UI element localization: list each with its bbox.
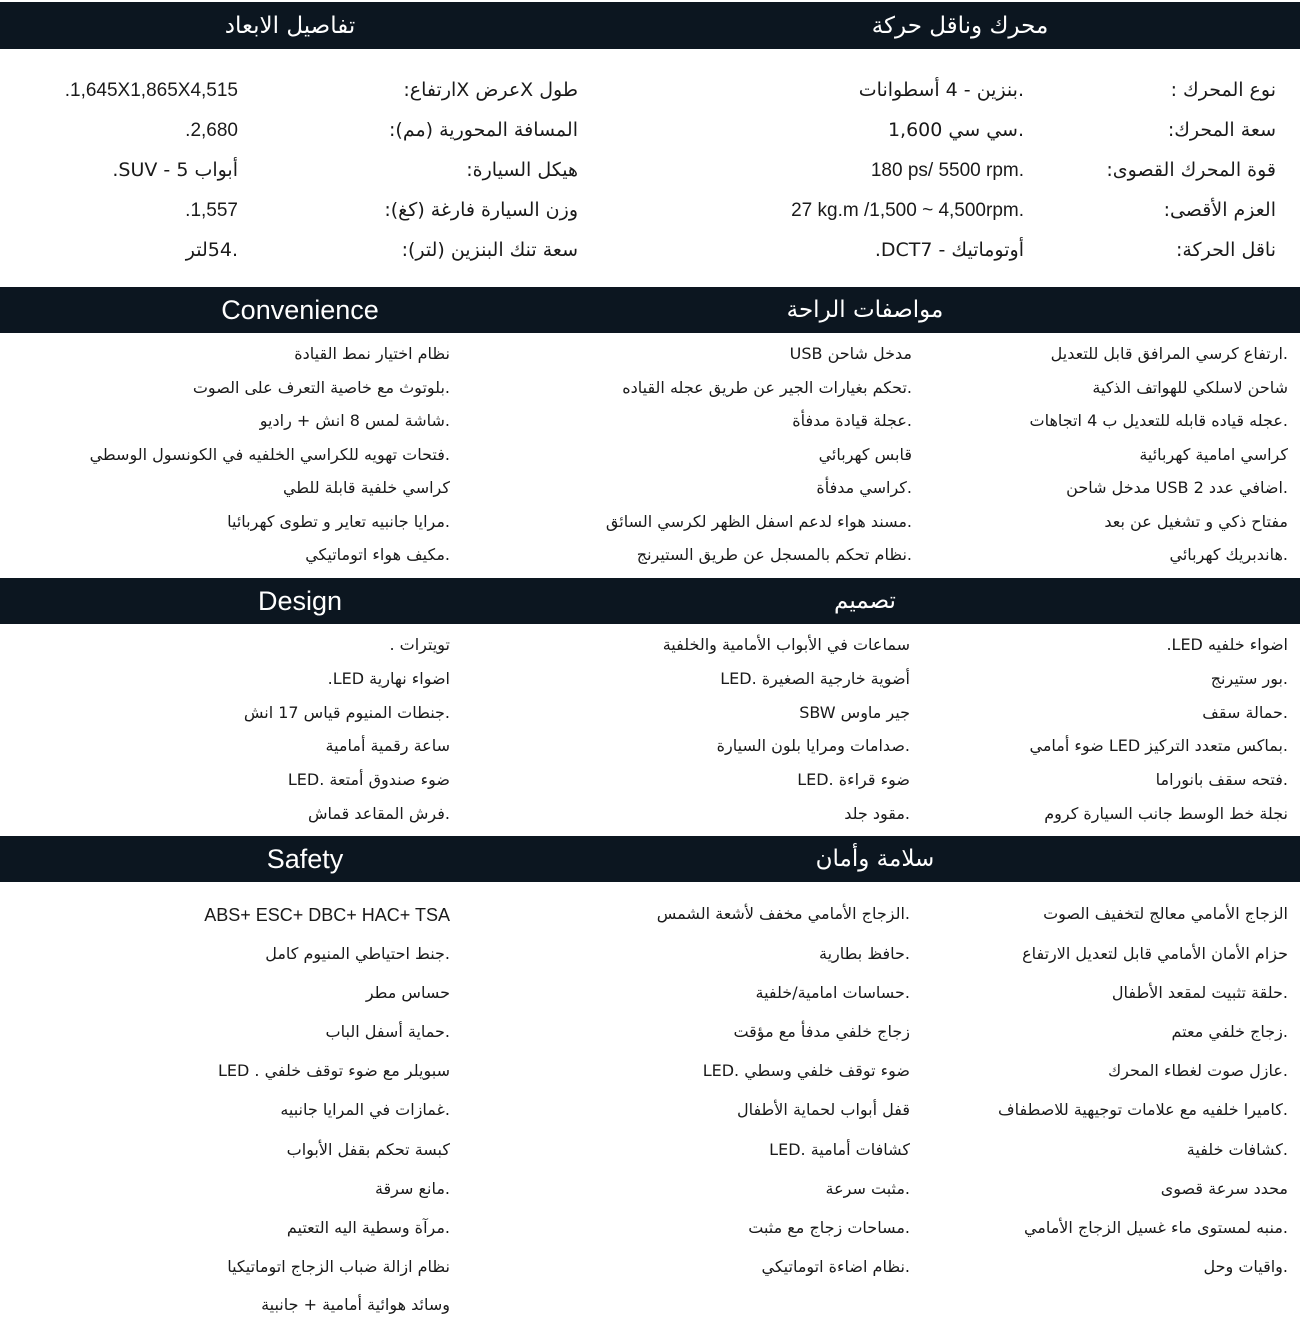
convenience-feature: قابس كهربائي bbox=[818, 445, 912, 464]
dimension-label: هيكل السيارة: bbox=[466, 159, 578, 181]
convenience-feature: .عجلة قيادة مدفأة bbox=[792, 411, 912, 430]
convenience-feature: كراسي خلفية قابلة للطي bbox=[282, 478, 450, 497]
dimension-label: سعة تنك البنزين (لتر): bbox=[401, 239, 578, 261]
design-feature: .جنطات المنيوم قياس 17 انش bbox=[243, 703, 450, 722]
convenience-feature: .هاندبريك كهربائي bbox=[1169, 545, 1288, 564]
engine-spec-label: سعة المحرك: bbox=[1167, 119, 1276, 141]
design-feature: سماعات في الأبواب الأمامية والخلفية bbox=[662, 635, 910, 654]
safety-feature: .واقيات وحل bbox=[1203, 1257, 1288, 1276]
design-feature: اضواء خلفيه LED. bbox=[1166, 635, 1288, 654]
dimension-value: .2,680 bbox=[185, 120, 238, 141]
safety-feature: .حساسات امامية/خلفية bbox=[755, 983, 910, 1002]
header-bar-safety bbox=[0, 836, 1300, 882]
safety-feature: زجاج خلفي مدفأ مع مؤقت bbox=[733, 1022, 910, 1041]
safety-feature: كبسة تحكم بقفل الأبواب bbox=[286, 1140, 450, 1159]
convenience-feature: نظام اختيار نمط القيادة bbox=[294, 344, 450, 363]
safety-feature: الزجاج الأمامي معالج لتخفيف الصوت bbox=[1043, 904, 1288, 923]
design-feature: .فتحه سقف بانوراما bbox=[1155, 770, 1288, 789]
dimension-value: .54لتر bbox=[185, 239, 238, 261]
convenience-feature: .ارتفاع كرسي المرافق قابل للتعديل bbox=[1050, 344, 1288, 363]
design-feature: تويترات . bbox=[389, 635, 450, 654]
dimension-value: .1,557 bbox=[185, 200, 238, 221]
section-title-convenience-en: Convenience bbox=[221, 294, 379, 325]
convenience-feature: .عجله قياده قابله للتعديل ب 4 اتجاهات bbox=[1029, 411, 1288, 430]
safety-feature: .نظام اضاءة اتوماتيكي bbox=[761, 1257, 910, 1276]
safety-feature: .كاميرا خلفيه مع علامات توجيهية للاصطفاف bbox=[998, 1100, 1288, 1119]
convenience-feature: كراسي امامية كهربائية bbox=[1139, 445, 1288, 464]
engine-spec-value: .بنزين - 4 أسطوانات bbox=[858, 79, 1024, 101]
safety-feature: نظام ازالة ضباب الزجاج اتوماتيكيا bbox=[227, 1257, 450, 1276]
convenience-feature: .مرايا جانبيه تعاير و تطوى كهربائيا bbox=[227, 512, 450, 531]
design-feature: .بماكس متعدد التركيز LED ضوء أمامي bbox=[1029, 736, 1288, 755]
safety-feature: قفل أبواب لحماية الأطفال bbox=[736, 1100, 910, 1119]
design-feature: ساعة رقمية أمامية bbox=[325, 736, 450, 755]
convenience-feature: .شاشة لمس 8 انش + راديو bbox=[259, 411, 450, 430]
section-title-dimensions: تفاصيل الابعاد bbox=[224, 12, 356, 39]
section-title-convenience-ar: مواصفات الراحة bbox=[786, 297, 944, 323]
section-title-safety-ar: سلامة وأمان bbox=[815, 846, 935, 872]
convenience-feature: .تحكم بغيارات الجير عن طريق عجله القياده bbox=[622, 378, 912, 397]
safety-feature: .زجاج خلفي معتم bbox=[1171, 1022, 1288, 1041]
engine-spec-label: العزم الأقصى: bbox=[1163, 199, 1276, 221]
engine-spec-value: .سي سي 1,600 bbox=[887, 119, 1024, 141]
design-feature: LED. ضوء صندوق أمتعة bbox=[287, 770, 450, 789]
safety-feature: LED. ضوء توقف خلفي وسطي bbox=[702, 1061, 910, 1080]
safety-feature: وسائد هوائية أمامية + جانبية bbox=[261, 1295, 450, 1314]
header-bar-design bbox=[0, 578, 1300, 624]
safety-feature: LED. كشافات أمامية bbox=[769, 1140, 910, 1159]
engine-spec-value: 27 kg.m /1,500 ~ 4,500rpm. bbox=[791, 200, 1024, 221]
safety-feature: .حماية أسفل الباب bbox=[325, 1022, 450, 1041]
safety-feature: .كشافات خلفية bbox=[1186, 1140, 1288, 1159]
section-title-engine: محرك وناقل حركة bbox=[871, 12, 1049, 39]
convenience-feature: مفتاح ذكي و تشغيل عن بعد bbox=[1104, 512, 1288, 531]
safety-feature: .منبه لمستوى ماء غسيل الزجاج الأمامي bbox=[1023, 1218, 1288, 1237]
safety-feature: .مثبت سرعة bbox=[825, 1179, 910, 1198]
safety-feature: حساس مطر bbox=[365, 983, 450, 1002]
safety-feature: .عازل صوت لغطاء المحرك bbox=[1107, 1061, 1288, 1080]
design-feature: اضواء نهارية LED. bbox=[327, 669, 450, 688]
design-feature: نجلة خط الوسط جانب السيارة كروم bbox=[1044, 804, 1288, 823]
safety-feature: .حلقة تثبيت لمقعد الأطفال bbox=[1111, 983, 1288, 1002]
design-feature: LED. ضوء قراءة bbox=[797, 770, 910, 789]
design-feature: SBW جير ماوس bbox=[799, 703, 910, 722]
design-feature: .بور ستيرنج bbox=[1210, 669, 1288, 688]
header-bar-engine-dimensions bbox=[0, 2, 1300, 49]
engine-spec-label: نوع المحرك : bbox=[1170, 79, 1276, 101]
convenience-feature: .كراسي مدفأة bbox=[816, 478, 912, 497]
dimension-label: المسافة المحورية (مم): bbox=[389, 119, 578, 141]
design-feature: .صدامات ومرايا بلون السيارة bbox=[716, 736, 910, 755]
safety-feature: .حافظ بطارية bbox=[819, 944, 910, 963]
design-feature: .مقود جلد bbox=[844, 804, 910, 823]
safety-feature: .مانع سرقة bbox=[374, 1179, 450, 1198]
safety-feature: .مرآة وسطية اليه التعتيم bbox=[286, 1218, 450, 1237]
engine-spec-label: ناقل الحركة: bbox=[1175, 239, 1276, 261]
convenience-feature: شاحن لاسلكي للهواتف الذكية bbox=[1092, 378, 1288, 397]
dimension-value: .SUV - أبواب 5 bbox=[112, 159, 238, 181]
safety-feature: ABS+ ESC+ DBC+ HAC+ TSA bbox=[204, 905, 450, 925]
section-title-design-ar: تصميم bbox=[834, 588, 896, 614]
design-feature: LED. أضوية خارجية الصغيرة bbox=[720, 669, 910, 688]
engine-spec-value: 180 ps/ 5500 rpm. bbox=[870, 160, 1024, 181]
convenience-feature: .مسند هواء لدعم اسفل الظهر لكرسي السائق bbox=[605, 512, 912, 531]
safety-feature: LED . سبويلر مع ضوء توقف خلفي bbox=[217, 1061, 450, 1080]
convenience-feature: مدخل شاحن USB bbox=[789, 344, 912, 363]
section-title-design-en: Design bbox=[257, 585, 343, 616]
section-title-safety-en: Safety bbox=[266, 843, 344, 874]
dimension-value: .1,645X1,865X4,515 bbox=[64, 80, 238, 101]
safety-feature: .جنط احتياطي المنيوم كامل bbox=[265, 944, 450, 963]
design-feature: .فرش المقاعد قماش bbox=[307, 804, 450, 823]
safety-feature: .الزجاج الأمامي مخفف لأشعة الشمس bbox=[656, 904, 910, 923]
dimension-label: طول Xعرض Xارتفاع: bbox=[403, 79, 578, 101]
safety-feature: .غمازات في المرايا جانبيه bbox=[280, 1100, 450, 1119]
safety-feature: محدد سرعة قصوى bbox=[1160, 1179, 1288, 1198]
safety-feature: حزام الأمان الأمامي قابل لتعديل الارتفاع bbox=[1022, 944, 1288, 963]
dimension-label: وزن السيارة فارغة (كغ): bbox=[384, 199, 578, 221]
engine-spec-label: قوة المحرك القصوى: bbox=[1106, 159, 1276, 181]
convenience-feature: .نظام تحكم بالمسجل عن طريق الستيرنج bbox=[636, 545, 912, 564]
convenience-feature: .مكيف هواء اتوماتيكي bbox=[305, 545, 450, 564]
engine-spec-value: .DCTأوتوماتيك - 7 bbox=[874, 239, 1024, 261]
convenience-feature: .بلوتوث مع خاصية التعرف على الصوت bbox=[192, 378, 450, 397]
convenience-feature: .اضافي عدد 2 USB مدخل شاحن bbox=[1066, 478, 1288, 497]
safety-feature: .مساحات زجاج مع مثبت bbox=[748, 1218, 910, 1237]
convenience-feature: .فتحات تهويه للكراسي الخلفيه في الكونسول الوسطي bbox=[89, 445, 450, 464]
design-feature: .حمالة سقف bbox=[1202, 703, 1288, 722]
header-bar-convenience bbox=[0, 287, 1300, 333]
